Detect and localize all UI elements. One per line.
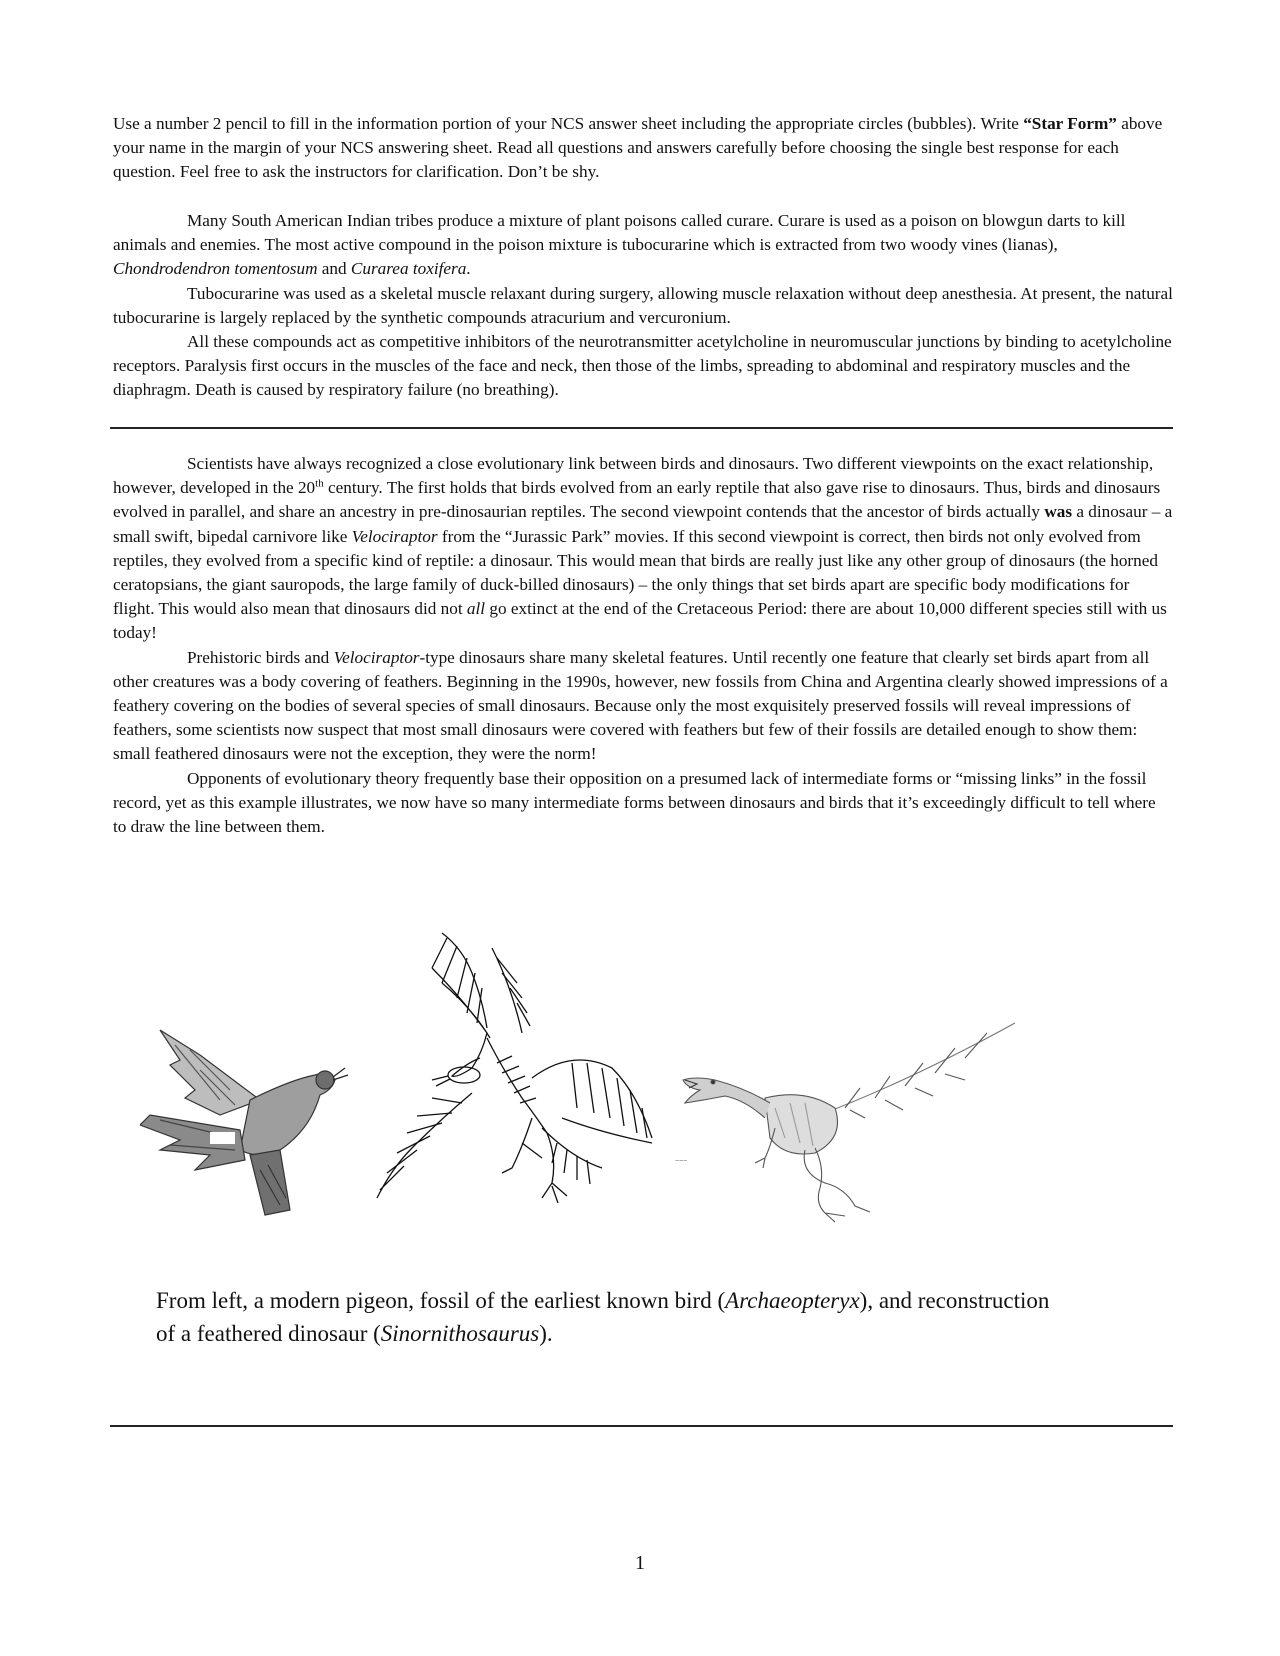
curare-paragraph-3: All these compounds act as competitive inhibitors of the neurotransmitter acetylcholine in neuromuscular junctions by binding to acetylcholine receptors. Paralysis first occurs in the muscles of the face and neck, then those of the limbs, spreading to abdominal and respiratory muscles and the diaphragm. Death is caused by respiratory failure (no breathing). [113, 332, 1172, 400]
pigeon-illustration [140, 1020, 355, 1220]
birds-text: Prehistoric birds and [187, 647, 334, 667]
sinornithosaurus-illustration [675, 1018, 1040, 1223]
instructions-paragraph [113, 112, 1173, 185]
caption-text: ), and reconstruction of a feathered dinosaur ( [156, 1288, 1050, 1346]
curare-text: . [466, 259, 471, 279]
instructions-text-2: above your name in the margin of your NCS answering sheet. Read all questions and answers carefully before choosing the single best response for each question. Feel free to ask the instructors for clarification. Don’t be shy. [113, 114, 1163, 182]
figure-caption [156, 1284, 1056, 1350]
superscript-th: th [315, 477, 324, 490]
species-name-curarea: Curarea toxifera [350, 259, 467, 279]
birds-paragraph-2 [113, 646, 1173, 767]
artist-signature-mark: ~~~ [675, 1158, 688, 1165]
birds-text: a dinosaur – a small swift, bipedal carnivore like [113, 502, 1173, 546]
birds-paragraph-1 [113, 452, 1173, 646]
birds-text: go extinct at the end of the Cretaceous Period: there are about 10,000 different species still with us today! [113, 599, 1167, 643]
star-form-label: “Star Form” [1023, 114, 1117, 133]
birds-text: -type dinosaurs share many skeletal features. Until recently one feature that clearly set birds apart from all other creatures was a body covering of feathers. Beginning in the 1990s, however, new fossils from China and Argentina clearly showed impressions of a feathery covering on the bodies of several species of small dinosaurs. Because only the most exquisitely preserved fossils will reveal impressions of feathers, some scientists now suspect that most small dinosaurs were covered with feathers but few of their fossils are detailed enough to show them: small feathered dinosaurs were not the exception, they were the norm! [113, 647, 1168, 764]
section-divider [110, 427, 1173, 429]
genus-sinornithosaurus: Sinornithosaurus [380, 1321, 540, 1346]
curare-section [113, 209, 1173, 403]
page-number: 1 [635, 1552, 645, 1574]
caption-text: From left, a modern pigeon, fossil of the earliest known bird ( [156, 1288, 726, 1313]
species-name-chondrodendron: Chondrodendron tomentosum [113, 259, 318, 279]
birds-text: century. The first holds that birds evolved from an early reptile that also gave rise to dinosaurs. Thus, birds and dinosaurs evolved in parallel, and share an ancestry in pre-dinosaurian reptiles. The second viewpoint contends that the ancestor of birds actually [113, 478, 1161, 522]
instructions-text-1: Use a number 2 pencil to fill in the information portion of your NCS answer sheet including the appropriate circles (bubbles). Write [113, 114, 1024, 133]
curare-text: Many South American Indian tribes produce a mixture of plant poisons called curare. Curare is used as a poison on blowgun darts to kill animals and enemies. The most active compound in the poison mixture is tubocurarine which is extracted from two woody vines (lianas), [113, 211, 1126, 255]
birds-text: Scientists have always recognized a close evolutionary link between birds and dinosaurs. Two different viewpoints on the exact relationship, however, developed in the 20 [113, 454, 1154, 498]
curare-paragraph-2: Tubocurarine was used as a skeletal muscle relaxant during surgery, allowing muscle relaxation without deep anesthesia. At present, the natural tubocurarine is largely replaced by the synthetic compounds atracurium and vercuronium. [113, 283, 1173, 327]
birds-dinosaurs-section [113, 452, 1173, 839]
birds-paragraph-3: Opponents of evolutionary theory frequently base their opposition on a presumed lack of intermediate forms or “missing links” in the fossil record, yet as this example illustrates, we now have so many intermediate forms between dinosaurs and birds that it’s exceedingly difficult to tell where to draw the line between them. [113, 768, 1156, 837]
caption-text: ). [539, 1321, 553, 1346]
birds-text: from the “Jurassic Park” movies. If this second viewpoint is correct, then birds not only evolved from reptiles, they evolved from a specific kind of reptile: a dinosaur. This would mean that birds are really just like any other group of dinosaurs (the horned ceratopsians, the giant sauropods, the large family of duck-billed dinosaurs) – the only things that set birds apart are specific body modifications for flight. This would also mean that dinosaurs did not [113, 526, 1158, 619]
emphasis-all: all [466, 599, 486, 619]
genus-velociraptor: Velociraptor [351, 526, 438, 546]
emphasis-was: was [1044, 502, 1073, 522]
archaeopteryx-fossil-illustration [372, 928, 672, 1218]
genus-archaeopteryx: Archaeopteryx [725, 1288, 860, 1313]
section-divider [110, 1425, 1173, 1427]
genus-velociraptor: Velociraptor [333, 647, 420, 667]
curare-text: and [317, 259, 351, 279]
curare-paragraph-1 [113, 209, 1173, 282]
